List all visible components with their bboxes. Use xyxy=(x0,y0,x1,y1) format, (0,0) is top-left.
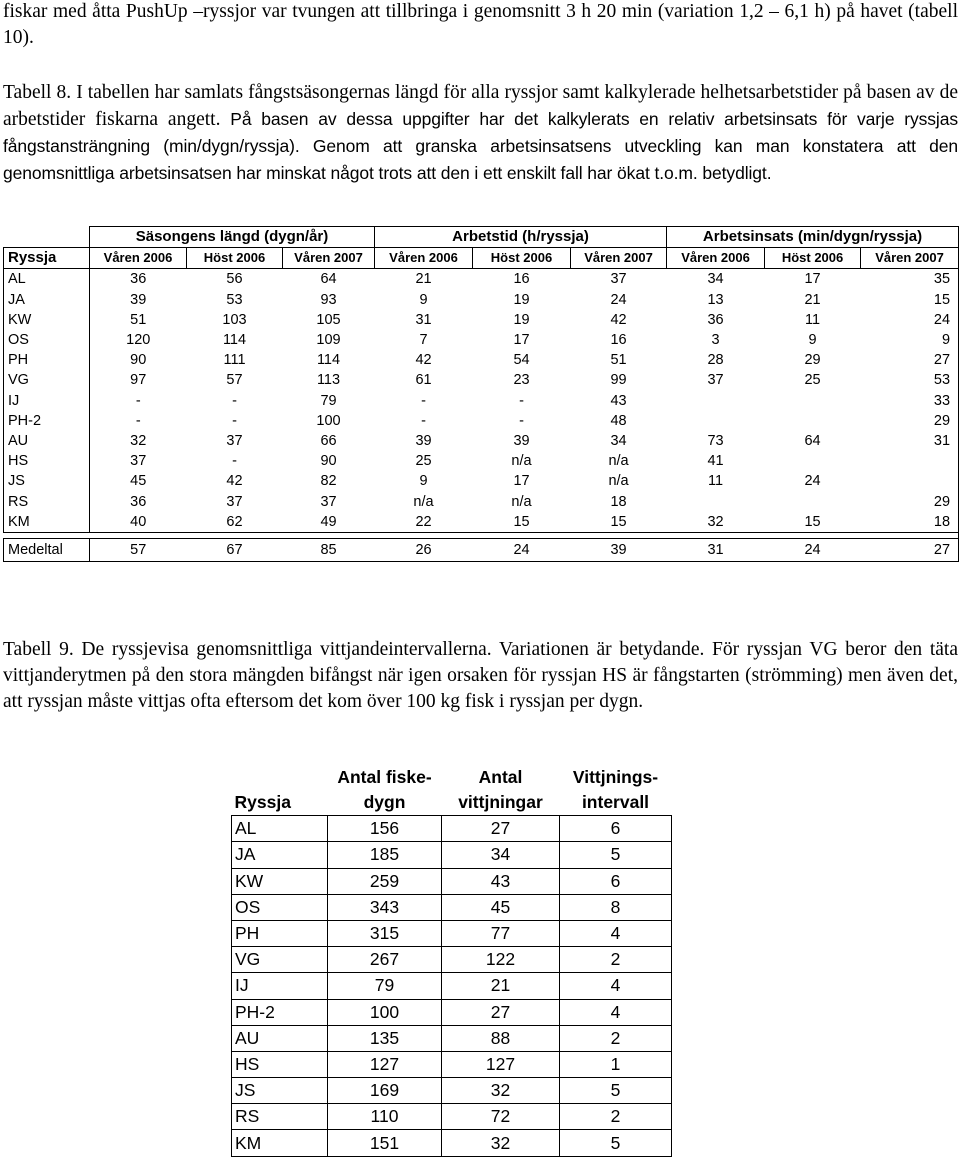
table9-cell: 88 xyxy=(442,1025,560,1051)
table8-cell: 120 xyxy=(126,332,151,349)
table8-row-name: PH xyxy=(4,350,90,370)
table8-cell: 49 xyxy=(283,512,375,533)
table8-cell: 66 xyxy=(320,432,337,449)
table9-header-blank xyxy=(232,765,328,790)
table8-cell: 114 xyxy=(222,332,247,349)
table8-sub-header: Höst 2006 xyxy=(765,248,861,269)
table8-cell: - xyxy=(519,412,524,429)
table8-corner xyxy=(4,227,90,248)
table8-cell: n/a xyxy=(511,493,532,510)
table8-cell: 105 xyxy=(316,311,341,328)
table9-row-name: OS xyxy=(232,894,328,920)
table8-cell: 9 xyxy=(808,332,817,349)
table-row xyxy=(4,411,959,431)
table8-cell: 97 xyxy=(130,372,147,389)
table9-cell: 315 xyxy=(328,920,442,946)
table8-cell: 25 xyxy=(804,372,821,389)
table9-row-name: VG xyxy=(232,947,328,973)
table9-cell: 5 xyxy=(560,1078,672,1104)
table8-cell: 36 xyxy=(707,311,724,328)
table8-cell: - xyxy=(232,392,237,409)
table8-cell: 3 xyxy=(711,332,720,349)
table-row xyxy=(232,920,672,946)
table8-cell xyxy=(861,471,959,491)
table-row xyxy=(232,894,672,920)
table9-cell: 185 xyxy=(328,842,442,868)
table9-cell: 32 xyxy=(442,1130,560,1156)
table8-cell: 114 xyxy=(316,352,341,369)
table8-cell: 9 xyxy=(419,291,428,308)
table9-row-name: KM xyxy=(232,1130,328,1156)
table8-row-name: KW xyxy=(4,310,90,330)
table-row xyxy=(4,471,959,491)
table9-cell: 77 xyxy=(442,920,560,946)
table8-cell: 15 xyxy=(861,290,959,310)
table8-cell: - xyxy=(519,392,524,409)
table9-row-name: JA xyxy=(232,842,328,868)
table9-cell: 72 xyxy=(442,1104,560,1130)
table8-row-name: OS xyxy=(4,330,90,350)
table8-cell: 22 xyxy=(375,512,473,533)
table-row xyxy=(232,1051,672,1077)
table9-row-header: Ryssja xyxy=(232,790,328,816)
table8-row-header: Ryssja xyxy=(4,248,90,269)
table8-cell: 37 xyxy=(226,432,243,449)
table8-cell: 51 xyxy=(610,352,627,369)
table8-cell xyxy=(667,391,765,411)
table8-average-cell: 57 xyxy=(90,538,187,561)
table8-cell: 29 xyxy=(804,352,821,369)
table8-cell: 17 xyxy=(513,332,530,349)
table9-row-name: PH xyxy=(232,920,328,946)
table9-header-c2: Antal xyxy=(478,767,523,787)
table9-cell: 4 xyxy=(560,920,672,946)
table8-row-name: PH-2 xyxy=(4,411,90,431)
table9-cell: 5 xyxy=(560,1130,672,1156)
table8-cell: 113 xyxy=(316,372,341,389)
table9-cell: 151 xyxy=(328,1130,442,1156)
table-8 xyxy=(3,226,959,562)
table9-cell: 27 xyxy=(442,999,560,1025)
table9-row-name: JS xyxy=(232,1078,328,1104)
table9-header-c3: Vittjnings- xyxy=(572,767,659,787)
table8-cell: 111 xyxy=(223,352,246,369)
table9-cell: 79 xyxy=(328,973,442,999)
table9-cell: 127 xyxy=(328,1051,442,1077)
table8-cell: - xyxy=(421,392,426,409)
table9-row-name: PH-2 xyxy=(232,999,328,1025)
table9-cell: 6 xyxy=(560,816,672,842)
table8-cell: 11 xyxy=(708,473,724,490)
table8-cell: - xyxy=(135,412,141,429)
table8-cell: 45 xyxy=(130,473,147,490)
table8-row-name: VG xyxy=(4,370,90,390)
table8-cell: 34 xyxy=(610,432,627,449)
table9-header-c1: Antal fiske- xyxy=(337,767,432,787)
table8-cell: 9 xyxy=(419,473,428,490)
table8-cell: 24 xyxy=(610,291,627,308)
table8-average-row xyxy=(4,538,959,561)
table8-average-cell: 85 xyxy=(283,538,375,561)
table-row xyxy=(232,816,672,842)
table8-cell: 62 xyxy=(187,512,283,533)
table8-cell xyxy=(765,451,861,471)
table8-cell: - xyxy=(232,412,237,429)
table8-cell: 41 xyxy=(707,453,724,470)
table8-cell: 27 xyxy=(861,350,959,370)
table8-sub-header: Våren 2006 xyxy=(375,248,473,269)
table8-cell: 90 xyxy=(320,453,337,470)
table9-cell: 4 xyxy=(560,999,672,1025)
table8-row-name: RS xyxy=(4,491,90,511)
table-row xyxy=(4,269,959,290)
table8-cell: 15 xyxy=(765,512,861,533)
table9-cell: 259 xyxy=(328,868,442,894)
table8-cell: 100 xyxy=(316,412,341,429)
table8-cell: - xyxy=(135,392,141,409)
paragraph-intro: fiskar med åtta PushUp –ryssjor var tvungen att tillbringa i genomsnitt 3 h 20 min (variation 1,2 – 6,1 h) på havet (tabell 10). xyxy=(3,1,958,48)
table8-cell: 64 xyxy=(320,271,337,288)
table8-cell: 93 xyxy=(320,291,337,308)
table-row xyxy=(232,842,672,868)
table8-cell: 24 xyxy=(861,310,959,330)
table-row xyxy=(232,868,672,894)
table8-cell: 43 xyxy=(610,392,627,409)
table9-cell: 169 xyxy=(328,1078,442,1104)
table8-group-header: Arbetsinsats (min/dygn/ryssja) xyxy=(667,227,959,248)
table8-cell: 42 xyxy=(226,473,243,490)
table8-cell: - xyxy=(421,412,426,429)
table8-cell: 17 xyxy=(804,271,821,288)
table8-cell: 15 xyxy=(571,512,667,533)
paragraph-table8-sans-part: På basen av dessa uppgifter har det kalkylerats en relativ arbetsinsats för varje ryssjas fångstansträngning (min/dygn/ryssja). Genom att granska arbetsinsatsens utveckling kan man konstatera att den genomsnittliga arbetsinsatsen har minskat något trots att den i ett enskilt fall har ökat t.o.m. betydligt. xyxy=(3,109,958,183)
table8-row-name: AL xyxy=(4,269,90,290)
table8-cell xyxy=(765,411,861,431)
table8-cell: 42 xyxy=(415,352,432,369)
table8-cell: 53 xyxy=(226,291,243,308)
table9-cell: 32 xyxy=(442,1078,560,1104)
table8-cell: 103 xyxy=(222,311,247,328)
table8-row-name: AU xyxy=(4,431,90,451)
table8-cell: n/a xyxy=(608,453,629,470)
table8-cell: 31 xyxy=(415,311,432,328)
table8-cell: 19 xyxy=(513,311,530,328)
table8-cell xyxy=(667,491,765,511)
table8-cell: 36 xyxy=(130,493,147,510)
table-row xyxy=(232,973,672,999)
table8-cell: 73 xyxy=(707,432,724,449)
table8-row-name: JS xyxy=(4,471,90,491)
table8-cell: 37 xyxy=(610,271,627,288)
table8-cell: 19 xyxy=(513,291,530,308)
table8-group-header-row xyxy=(4,227,959,248)
table8-cell: 35 xyxy=(861,269,959,290)
table8-sub-header: Våren 2006 xyxy=(90,248,187,269)
table8-average-cell: 24 xyxy=(765,538,861,561)
table8-row-name: KM xyxy=(4,512,90,533)
table9-row-name: RS xyxy=(232,1104,328,1130)
table8-cell: 53 xyxy=(861,370,959,390)
table8-cell: - xyxy=(232,453,237,470)
table8-sub-header: Våren 2006 xyxy=(667,248,765,269)
table-row xyxy=(4,491,959,511)
table-row xyxy=(4,391,959,411)
table8-cell: 18 xyxy=(610,493,627,510)
table8-average-cell: 39 xyxy=(571,538,667,561)
table8-average-cell: 27 xyxy=(861,538,959,561)
table8-cell: 64 xyxy=(804,432,821,449)
table8-row-name: IJ xyxy=(4,391,90,411)
table9-cell: 45 xyxy=(442,894,560,920)
table8-cell: 16 xyxy=(513,271,530,288)
table8-average-cell: 31 xyxy=(667,538,765,561)
table9-cell: 127 xyxy=(442,1051,560,1077)
table8-group-header: Säsongens längd (dygn/år) xyxy=(90,227,375,248)
table9-cell: 4 xyxy=(560,973,672,999)
table8-cell: 39 xyxy=(415,432,432,449)
table9-cell: 2 xyxy=(560,947,672,973)
table8-row-name: JA xyxy=(4,290,90,310)
paragraph-table9-description: Tabell 9. De ryssjevisa genomsnittliga vittjandeintervallerna. Variationen är betydande. För ryssjan VG beror den täta vittjanderytmen på den stora mängden bifångst när igen orsaken för ryssjan HS är fångstarten (strömming) men även det, att ryssjan måste vittjas ofta eftersom det kom över 100 kg fisk i ryssjan per dygn. xyxy=(3,639,958,712)
table8-cell: 79 xyxy=(320,392,337,409)
table9-cell: 135 xyxy=(328,1025,442,1051)
table9-row-name: IJ xyxy=(232,973,328,999)
table8-cell: 37 xyxy=(130,453,147,470)
table9-row-name: HS xyxy=(232,1051,328,1077)
table8-cell: 48 xyxy=(610,412,627,429)
table9-cell: 156 xyxy=(328,816,442,842)
table-row xyxy=(4,512,959,533)
table-row xyxy=(4,350,959,370)
table9-cell: 343 xyxy=(328,894,442,920)
table8-cell: n/a xyxy=(608,473,629,490)
table9-header-c3-line2: intervall xyxy=(560,790,672,816)
paragraph-table8-description xyxy=(3,80,958,187)
table8-cell: 40 xyxy=(90,512,187,533)
table8-group-header: Arbetstid (h/ryssja) xyxy=(375,227,667,248)
table-row xyxy=(4,330,959,350)
table8-sub-header: Våren 2007 xyxy=(283,248,375,269)
table8-cell: 61 xyxy=(415,372,432,389)
table8-cell: n/a xyxy=(413,493,434,510)
table8-cell: 28 xyxy=(707,352,724,369)
table8-cell: 16 xyxy=(610,332,627,349)
table8-average-cell: 26 xyxy=(375,538,473,561)
table9-cell: 8 xyxy=(560,894,672,920)
table8-cell: 51 xyxy=(130,311,147,328)
table9-header-row-1 xyxy=(232,765,672,790)
table8-cell: 109 xyxy=(316,332,341,349)
table8-cell: 34 xyxy=(707,271,724,288)
table8-average-cell: 24 xyxy=(473,538,571,561)
table9-cell: 2 xyxy=(560,1025,672,1051)
table-row xyxy=(4,310,959,330)
table8-cell: 11 xyxy=(805,311,821,328)
table8-average-cell: 67 xyxy=(187,538,283,561)
table-row xyxy=(232,947,672,973)
table9-header-c1-line2: dygn xyxy=(328,790,442,816)
table8-cell: n/a xyxy=(511,453,532,470)
table8-cell: 32 xyxy=(130,432,147,449)
table8-cell: 7 xyxy=(419,332,428,349)
table9-cell: 43 xyxy=(442,868,560,894)
table8-average-label: Medeltal xyxy=(4,538,90,561)
table8-cell: 29 xyxy=(861,411,959,431)
table8-cell: 82 xyxy=(320,473,337,490)
table9-cell: 5 xyxy=(560,842,672,868)
table9-cell: 34 xyxy=(442,842,560,868)
table8-cell: 37 xyxy=(226,493,243,510)
table9-header-row-2 xyxy=(232,790,672,816)
table8-sub-header: Våren 2007 xyxy=(861,248,959,269)
table8-cell: 37 xyxy=(320,493,337,510)
table-row xyxy=(232,999,672,1025)
table8-sub-header: Höst 2006 xyxy=(187,248,283,269)
table8-cell: 57 xyxy=(226,372,243,389)
table8-sub-header: Höst 2006 xyxy=(473,248,571,269)
table8-cell: 32 xyxy=(667,512,765,533)
table8-cell: 15 xyxy=(473,512,571,533)
table8-cell: 33 xyxy=(861,391,959,411)
table9-cell: 21 xyxy=(442,973,560,999)
table8-sub-header: Våren 2007 xyxy=(571,248,667,269)
table9-row-name: KW xyxy=(232,868,328,894)
table8-cell: 54 xyxy=(513,352,530,369)
table-row xyxy=(4,370,959,390)
table9-header-c2-line2: vittjningar xyxy=(442,790,560,816)
table8-cell: 13 xyxy=(707,291,724,308)
table-row xyxy=(4,290,959,310)
table9-cell: 122 xyxy=(442,947,560,973)
table8-cell: 23 xyxy=(513,372,530,389)
table8-cell: 37 xyxy=(707,372,724,389)
table8-row-name: HS xyxy=(4,451,90,471)
table8-cell xyxy=(861,451,959,471)
table8-cell: 25 xyxy=(415,453,432,470)
table9-cell: 27 xyxy=(442,816,560,842)
table9-cell: 2 xyxy=(560,1104,672,1130)
table8-cell: 36 xyxy=(130,271,147,288)
table8-cell: 29 xyxy=(861,491,959,511)
table8-cell: 31 xyxy=(861,431,959,451)
table8-cell: 24 xyxy=(804,473,821,490)
table-row xyxy=(232,1078,672,1104)
table9-cell: 1 xyxy=(560,1051,672,1077)
table8-cell: 21 xyxy=(804,291,821,308)
table8-cell: 56 xyxy=(226,271,243,288)
table8-cell xyxy=(765,391,861,411)
table8-cell: 17 xyxy=(513,473,530,490)
table8-cell xyxy=(765,491,861,511)
table8-cell: 39 xyxy=(513,432,530,449)
table9-row-name: AL xyxy=(232,816,328,842)
table8-cell: 99 xyxy=(610,372,627,389)
table-9 xyxy=(231,765,672,1157)
table9-cell: 6 xyxy=(560,868,672,894)
table-row xyxy=(232,1104,672,1130)
table8-cell xyxy=(667,411,765,431)
table8-cell: 39 xyxy=(130,291,147,308)
table9-cell: 100 xyxy=(328,999,442,1025)
table9-cell: 110 xyxy=(328,1104,442,1130)
table-row xyxy=(232,1025,672,1051)
table8-cell: 9 xyxy=(861,330,959,350)
table-row xyxy=(4,431,959,451)
paragraph-table8-serif-part: Tabell 8. I tabellen har samlats fångstsäsongernas längd för alla ryssjor samt kalkylerade helhetsarbetstider på basen av de arbetstider fiskarna angett. xyxy=(3,82,958,130)
table-row xyxy=(4,451,959,471)
table-row xyxy=(232,1130,672,1156)
table8-cell: 90 xyxy=(130,352,147,369)
table9-cell: 267 xyxy=(328,947,442,973)
table8-cell: 21 xyxy=(415,271,432,288)
table8-sub-header-row xyxy=(4,248,959,269)
table8-cell: 18 xyxy=(861,512,959,533)
table8-cell: 42 xyxy=(610,311,627,328)
table9-row-name: AU xyxy=(232,1025,328,1051)
